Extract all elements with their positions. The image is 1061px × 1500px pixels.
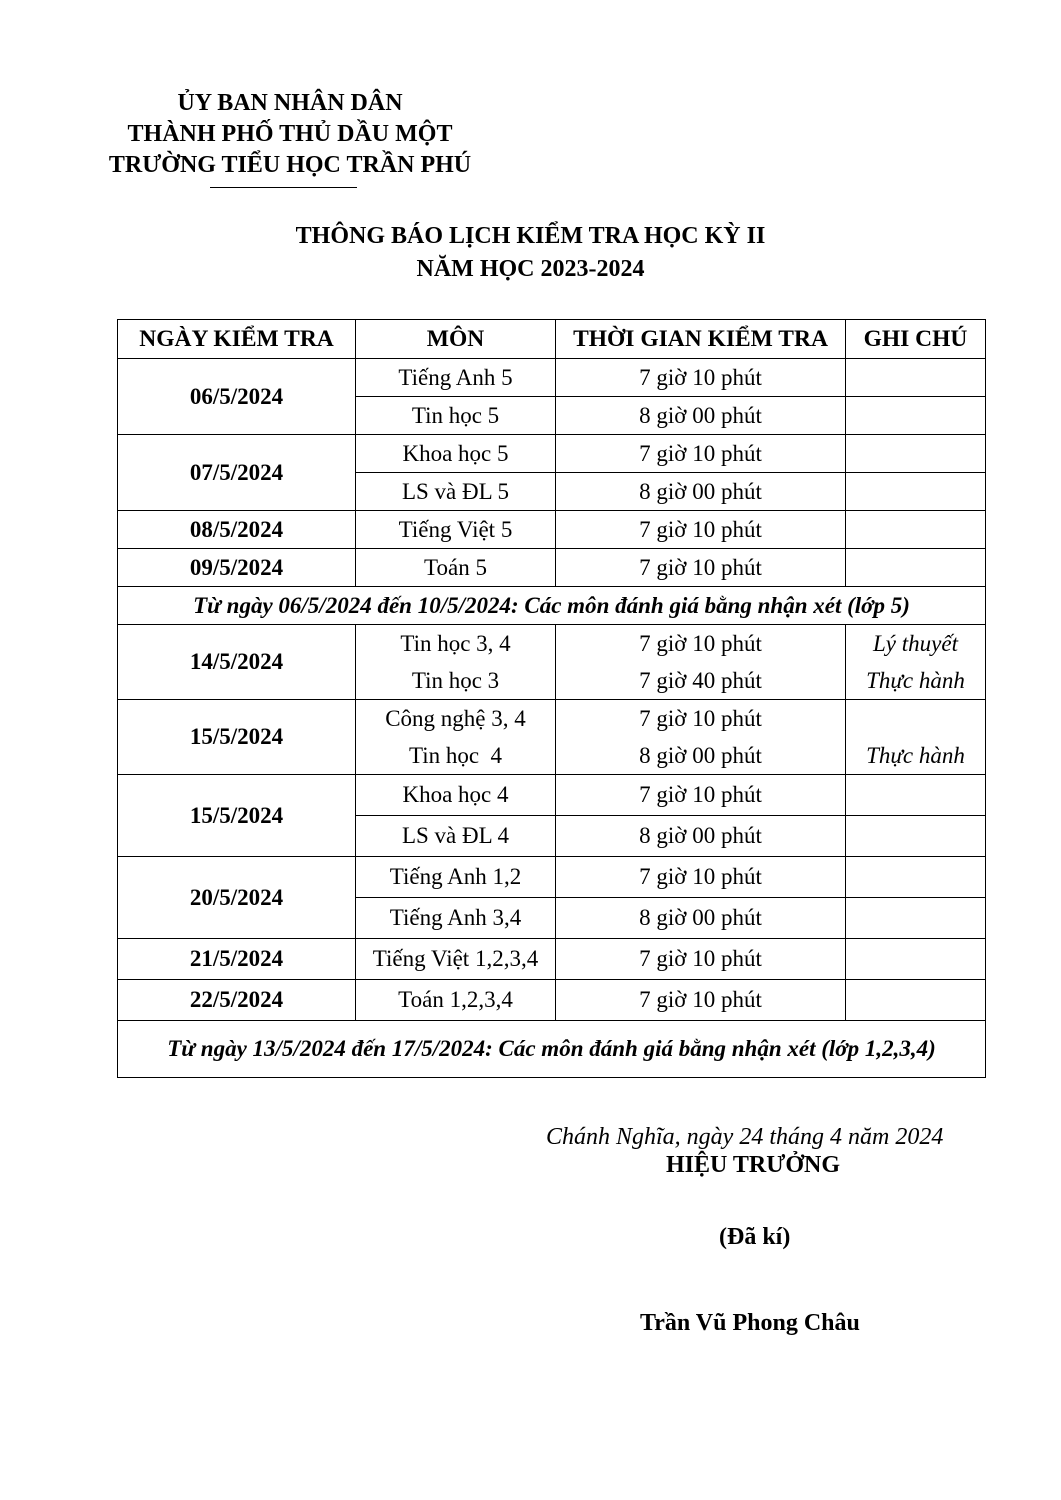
exam-date: 08/5/2024 [118, 511, 356, 549]
subject-cell [356, 625, 556, 700]
subject-line: Công nghệ 3, 4 [385, 706, 526, 731]
time-line: 7 giờ 40 phút [639, 668, 762, 693]
exam-date: 15/5/2024 [118, 775, 356, 857]
subject-line: Tin học 3, 4 [400, 631, 511, 656]
exam-date: 22/5/2024 [118, 980, 356, 1021]
signer-role: HIỆU TRƯỞNG [666, 1152, 841, 1178]
time-cell: 7 giờ 10 phút [556, 939, 846, 980]
time-cell: 8 giờ 00 phút [556, 473, 846, 511]
issuer-line-1: ỦY BAN NHÂN DÂN [177, 90, 403, 116]
time-line: 7 giờ 10 phút [639, 706, 762, 731]
note-cell [846, 939, 986, 980]
time-line: 8 giờ 00 phút [639, 743, 762, 768]
note-cell [846, 397, 986, 435]
subject-cell: Toán 5 [356, 549, 556, 587]
note-cell [846, 700, 986, 775]
subject-cell: Toán 1,2,3,4 [356, 980, 556, 1021]
note-line: Lý thuyết [873, 631, 958, 656]
time-cell: 7 giờ 10 phút [556, 435, 846, 473]
subject-cell: Tiếng Việt 5 [356, 511, 556, 549]
table-row [118, 700, 986, 775]
signed-mark: (Đã kí) [719, 1224, 791, 1250]
grade1-4-note: Từ ngày 13/5/2024 đến 17/5/2024: Các môn đánh giá bằng nhận xét (lớp 1,2,3,4) [118, 1021, 986, 1078]
subject-cell: Tiếng Anh 1,2 [356, 857, 556, 898]
note-cell [846, 857, 986, 898]
col-header-subject: MÔN [356, 320, 556, 359]
exam-schedule-table [117, 319, 986, 1078]
exam-date: 14/5/2024 [118, 625, 356, 700]
note-cell [846, 625, 986, 700]
col-header-time: THỜI GIAN KIỂM TRA [556, 320, 846, 359]
title-line-2: NĂM HỌC 2023-2024 [416, 256, 645, 282]
table-row [118, 359, 986, 397]
issuer-line-2: THÀNH PHỐ THỦ DẦU MỘT [127, 121, 453, 147]
time-line: 7 giờ 10 phút [639, 631, 762, 656]
note-cell [846, 511, 986, 549]
col-header-note: GHI CHÚ [846, 320, 986, 359]
time-cell [556, 700, 846, 775]
note-cell [846, 473, 986, 511]
subject-cell: LS và ĐL 4 [356, 816, 556, 857]
subject-cell: LS và ĐL 5 [356, 473, 556, 511]
table-row [118, 775, 986, 816]
table-row [118, 549, 986, 587]
signer-name: Trần Vũ Phong Châu [640, 1310, 860, 1336]
note-cell [846, 775, 986, 816]
note-line: Thực hành [866, 668, 965, 693]
time-cell: 7 giờ 10 phút [556, 359, 846, 397]
time-cell [556, 625, 846, 700]
note-cell [846, 549, 986, 587]
header-divider [210, 187, 357, 188]
table-row [118, 857, 986, 898]
note-cell [846, 980, 986, 1021]
note-cell [846, 898, 986, 939]
col-header-date: NGÀY KIỂM TRA [118, 320, 356, 359]
table-row [118, 511, 986, 549]
note-line: Thực hành [866, 743, 965, 768]
time-cell: 8 giờ 00 phút [556, 816, 846, 857]
exam-date: 06/5/2024 [118, 359, 356, 435]
note-cell [846, 359, 986, 397]
exam-date: 20/5/2024 [118, 857, 356, 939]
time-cell: 8 giờ 00 phút [556, 397, 846, 435]
document-title [0, 220, 1061, 286]
subject-cell: Tiếng Anh 3,4 [356, 898, 556, 939]
time-cell: 7 giờ 10 phút [556, 549, 846, 587]
title-line-1: THÔNG BÁO LỊCH KIỂM TRA HỌC KỲ II [295, 223, 766, 249]
table-row [118, 625, 986, 700]
subject-line: Tin học 4 [408, 743, 503, 768]
exam-date: 21/5/2024 [118, 939, 356, 980]
table-header-row [118, 320, 986, 359]
table-note-row [118, 1021, 986, 1078]
time-cell: 7 giờ 10 phút [556, 511, 846, 549]
time-cell: 8 giờ 00 phút [556, 898, 846, 939]
subject-cell: Tiếng Việt 1,2,3,4 [356, 939, 556, 980]
table-row [118, 435, 986, 473]
note-line [850, 700, 981, 737]
table-row [118, 980, 986, 1021]
subject-cell: Khoa học 4 [356, 775, 556, 816]
note-cell [846, 816, 986, 857]
note-cell [846, 435, 986, 473]
subject-cell: Tin học 5 [356, 397, 556, 435]
time-cell: 7 giờ 10 phút [556, 857, 846, 898]
subject-cell: Tiếng Anh 5 [356, 359, 556, 397]
time-cell: 7 giờ 10 phút [556, 980, 846, 1021]
table-row [118, 939, 986, 980]
table-note-row [118, 587, 986, 625]
grade5-note: Từ ngày 06/5/2024 đến 10/5/2024: Các môn đánh giá bằng nhận xét (lớp 5) [118, 587, 986, 625]
subject-line: Tin học 3 [411, 668, 500, 693]
issuer-header [100, 88, 480, 181]
exam-date: 15/5/2024 [118, 700, 356, 775]
time-cell: 7 giờ 10 phút [556, 775, 846, 816]
issuer-line-3: TRƯỜNG TIỂU HỌC TRẦN PHÚ [108, 152, 472, 178]
place-and-date: Chánh Nghĩa, ngày 24 tháng 4 năm 2024 [546, 1124, 944, 1150]
subject-cell: Khoa học 5 [356, 435, 556, 473]
exam-date: 09/5/2024 [118, 549, 356, 587]
subject-cell [356, 700, 556, 775]
exam-date: 07/5/2024 [118, 435, 356, 511]
